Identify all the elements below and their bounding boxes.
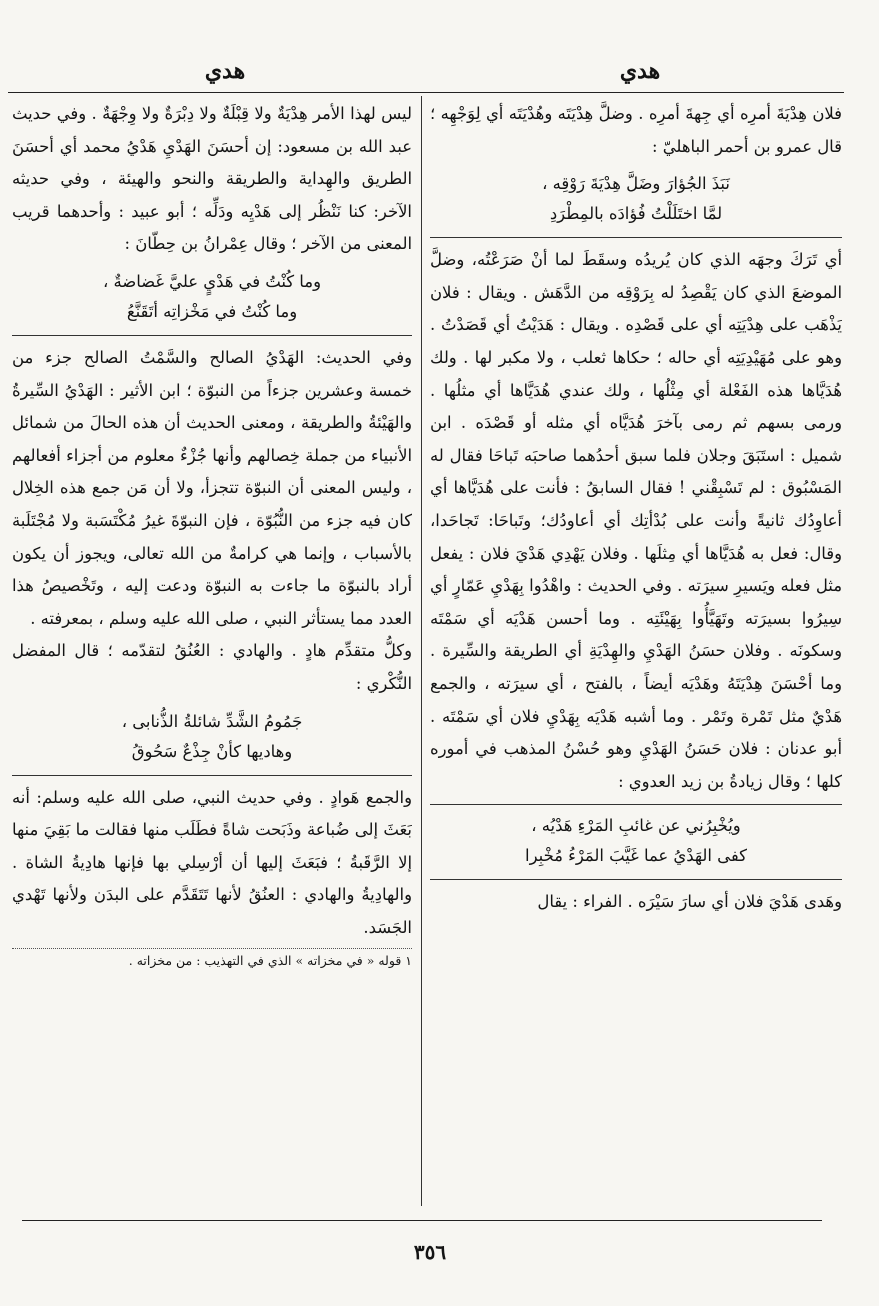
footer-rule — [22, 1220, 822, 1221]
verse — [430, 169, 842, 229]
verse-line: ويُخْبِرُني عن غائبِ المَرْءِ هَدْيُه ، — [531, 816, 741, 836]
section-divider — [12, 775, 412, 776]
paragraph: والجمع هَوادٍ . وفي حديث النبي، صلى الله عليه وسلم: أنه بَعَثَ إلى ضُباعة وذَبَحت شاةً فطَلَب منها فقالت ما بَقِيَ منها إلا الرَّقَبةُ ؛ فبَعَثَ إليها أن أرْسِلي بها فإنها هادِيةُ الشاة . والهادِيةُ والهادي : العنُقُ لأنها تَتَقَدَّم على البدَن ولأنها تَهْدي الجَسَد. — [12, 787, 412, 937]
page-number: ٣٥٦ — [413, 1240, 447, 1264]
running-head-left: هدي — [204, 58, 246, 84]
paragraph: أي تَرَكَ وجهَه الذي كان يُريدُه وسقَطَ لما أنْ صَرَعْتُه، وضلَّ الموضعَ الذي كان يَقْصِدُ له بِرَوْقِه من الدَّهَش . ويقال : فلان يَذْهَب على هِدْيَتِه أي على قَصْدِه . ويقال : هَدَيْتُ أي قَصَدْتُ . وهو على مُهَيْدِيَتِه أي حاله ؛ حكاها ثعلب ، ولا مكبر لها . ولك هُدَيَّاها هذه الفَعْلة أي مِثْلُها ، ولك عندي هُدَيَّاها أي مثلُها . ورمى بسهم ثم رمى بآخرَ هُدَيَّاه أي مثله أو قَصْدَه . ابن شميل : استَبَقَ وجلان فلما سبق أحدُهما صاحبَه تَباحَا فقال له المَسْبُوق : لم تَسْبِقْني ! فقال السابقُ : فأنت على هُدَيَّاها أي أعاوِدُك ثانيةً وأنت على بُدْأتِك أي أعاودُك؛ وتَباحَا: تَجاحَدا، وقال: فعل به هُدَيَّاها أي مِثلَها . وفلان يَهْدِي هَدْيَ فلان : يفعل مثل فعله ويَسيرِ سيرَته . وفي الحديث : واهْدُوا بِهَدْيِ عَمّارٍ أي سِيرُوا بسيرَته وتَهَيَّأُوا بِهَيْئَتِه . وما أحسن هَدْيَه أي سَمْتَه وسكونَه . وفلان حسَنُ الهَدْيِ والهِدْيَةِ أي الطريقة والسِّيرة . وما أحْسَنَ هِدْيَتَهُ وهَدْيَه أيضاً ، بالفتح ، أي سيرَته ، والجمع هَدْيٌ مثل تَمْرة وتَمْر . وما أشبه هَدْيَه بِهَدْيِ فلان أي سَمْتَه . أبو عدنان : فلان حَسَنُ الهَدْيِ وهو حُسْنُ المذهب في أموره كلها ؛ وقال زيادةُ بن زيد العدوي : — [430, 250, 842, 791]
section-divider — [430, 879, 842, 880]
verse-line: لمَّا اختَلَلْتُ فُؤادَه بالمِطْرَدِ — [549, 204, 723, 224]
paragraph: وفي الحديث: الهَدْيُ الصالح والسَّمْتُ الصالح جزء من خمسة وعشرين جزءاً من النبوّة ؛ ابن الأثير : الهَدْيُ السِّيرةُ والهَيْئةُ والطريقة ، ومعنى الحديث أن هذه الحالَ من شمائل الأنبياء من جملة خِصالهم وأنها جُزْءٌ معلوم من أجزاء أفعالهم ، وليس المعنى أن النبوّة تتجزأ، ولا أن مَن جمع هذه الخِلال كان فيه جزء من النُّبُوّة ، فإن النبوّةَ غيرُ مُكْتَسَبة ولا مُجْتَلَبة بالأسباب ، وإنما هي كرامةٌ من الله تعالى، ويجوز أن يكون أراد بالنبوّة ما جاءت به النبوّة ودعت إليه ، وتَخْصيصُ هذا العدد مما يستأثر النبي ، صلى الله عليه وسلم ، بمعرفته . — [12, 347, 412, 628]
verse-line: وما كُنْتُ في هَدْيٍ عليَّ غَضاضةٌ ، — [102, 271, 321, 291]
paragraph: ليس لهذا الأمر هِدْيَةٌ ولا قِبْلَةٌ ولا دِبْرَةٌ ولا وِجْهَةٌ . وفي حديث عبد الله بن مسعود: إن أحسَنَ الهَدْيِ هَدْيُ محمد أي أحسَنَ الطريق والهِداية والطريقة والنحو والهيئة ، وفي حديثه الآخر: كنا نَنْظُر إلى هَدْيِه ودَلِّه ؛ أبو عبيد : وأحدهما قريب المعنى من الآخر ؛ وقال عِمْرانُ بن حِطّانَ : — [12, 104, 412, 254]
footnote-rule — [12, 948, 412, 949]
verse-line: جَمُومُ الشَّدِّ شائلةُ الذُّنابى ، — [121, 711, 303, 731]
footnote: ١ قوله « في مخزاته » الذي في التهذيب : من مخزاته . — [128, 953, 412, 969]
column-divider — [421, 96, 422, 1206]
header-rule — [8, 92, 844, 93]
right-column — [430, 98, 842, 1208]
section-divider — [430, 804, 842, 805]
left-column — [12, 98, 412, 1208]
verse-line: وما كُنْتُ في مَخْزاتِه أتَقَنَّعُ — [126, 301, 298, 321]
verse — [12, 707, 412, 767]
verse — [12, 267, 412, 327]
paragraph: فلان هِدْيَةَ أمرِه أي جِهةَ أمرِه . وضلَّ هِدْيَتَه وهُدْيَتَه أي لِوَجْهِه ؛ قال عمرو بن أحمر الباهليّ : — [430, 104, 842, 156]
verse-line: نَبَذَ الجُؤارَ وضَلَّ هِدْيَةَ رَوْقِه ، — [542, 174, 730, 194]
section-divider — [430, 237, 842, 238]
verse — [430, 811, 842, 871]
verse-line: كفى الهَدْيُ عما غَيَّبَ المَرْءُ مُخْبِرا — [525, 846, 747, 866]
section-divider — [12, 335, 412, 336]
paragraph: وكلُّ متقدِّم هادٍ . والهادي : العُنُقُ لتقدّمه ؛ قال المفضل النُّكْري : — [12, 641, 412, 693]
running-head-right: هدي — [619, 58, 661, 84]
paragraph: وهَدى هَدْيَ فلان أي سارَ سَيْرَه . الفراء : يقال — [537, 892, 842, 912]
verse-line: وهاديها كأنْ جِذْعٌ سَحُوقُ — [131, 741, 293, 761]
